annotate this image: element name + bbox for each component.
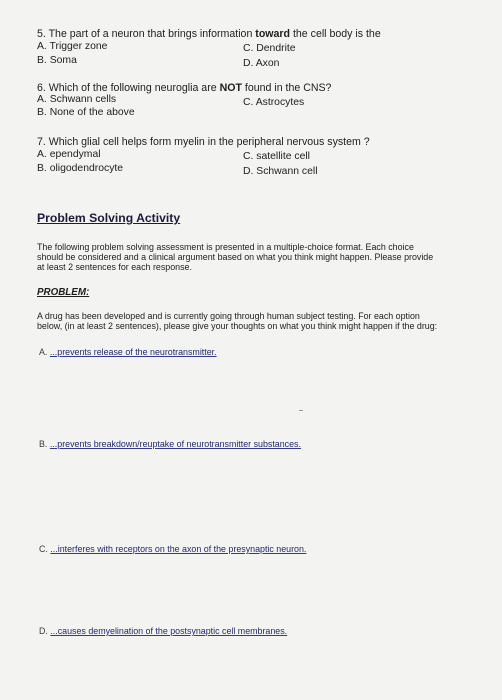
option-c-text: ...interferes with receptors on the axon of the presynaptic neuron. [50, 544, 307, 554]
option-c [39, 544, 306, 554]
question-6-option-a: A. Schwann cells [37, 94, 117, 105]
question-6 [37, 82, 331, 94]
option-b [39, 439, 301, 449]
activity-intro-line-3: at least 2 sentences for each response. [37, 262, 192, 272]
option-a-text: ...prevents release of the neurotransmitter. [49, 347, 217, 357]
activity-intro-line-1: The following problem solving assessment is presented in a multiple-choice format. Each choice [37, 242, 414, 252]
question-5-emphasis: toward [255, 28, 291, 40]
question-6-text-end: found in the CNS? [241, 82, 332, 94]
question-7-option-a: A. ependymal [37, 149, 101, 160]
question-5 [37, 28, 381, 40]
question-5-text-end: the cell body is the [290, 28, 381, 40]
question-5-text-start: 5. The part of a neuron that brings information [37, 28, 256, 40]
question-5-option-d: D. Axon [243, 58, 280, 69]
option-b-letter: B. [39, 439, 48, 449]
option-b-text: ...prevents breakdown/reuptake of neurotransmitter substances. [49, 439, 301, 449]
option-d [39, 626, 287, 636]
option-a [39, 347, 217, 357]
problem-label: PROBLEM: [37, 287, 90, 298]
question-6-emphasis: NOT [219, 82, 242, 94]
question-6-option-b: B. None of the above [37, 107, 135, 118]
question-7-option-b: B. oligodendrocyte [37, 163, 124, 174]
question-7-option-c: C. satellite cell [243, 151, 310, 162]
question-5-option-c: C. Dendrite [243, 43, 296, 54]
question-7-option-d: D. Schwann cell [243, 166, 318, 177]
problem-line-2: below, (in at least 2 sentences), please give your thoughts on what you think might happen if the drug: [37, 321, 438, 331]
question-5-option-a: A. Trigger zone [37, 41, 108, 52]
question-7: 7. Which glial cell helps form myelin in the peripheral nervous system ? [37, 136, 370, 148]
option-d-text: ...causes demyelination of the postsynaptic cell membranes. [50, 626, 288, 636]
question-5-option-b: B. Soma [37, 55, 77, 66]
option-c-letter: C. [39, 544, 48, 554]
question-6-option-c: C. Astrocytes [243, 97, 305, 108]
option-d-letter: D. [39, 626, 48, 636]
problem-line-1: A drug has been developed and is currently going through human subject testing. For each option [37, 311, 420, 321]
question-6-text-start: 6. Which of the following neuroglia are [37, 82, 220, 94]
stray-mark [299, 410, 303, 411]
option-a-letter: A. [39, 347, 48, 357]
activity-heading: Problem Solving Activity [37, 211, 181, 225]
activity-intro-line-2: should be considered and a clinical argument based on what you think might happen. Please provide [37, 252, 434, 262]
